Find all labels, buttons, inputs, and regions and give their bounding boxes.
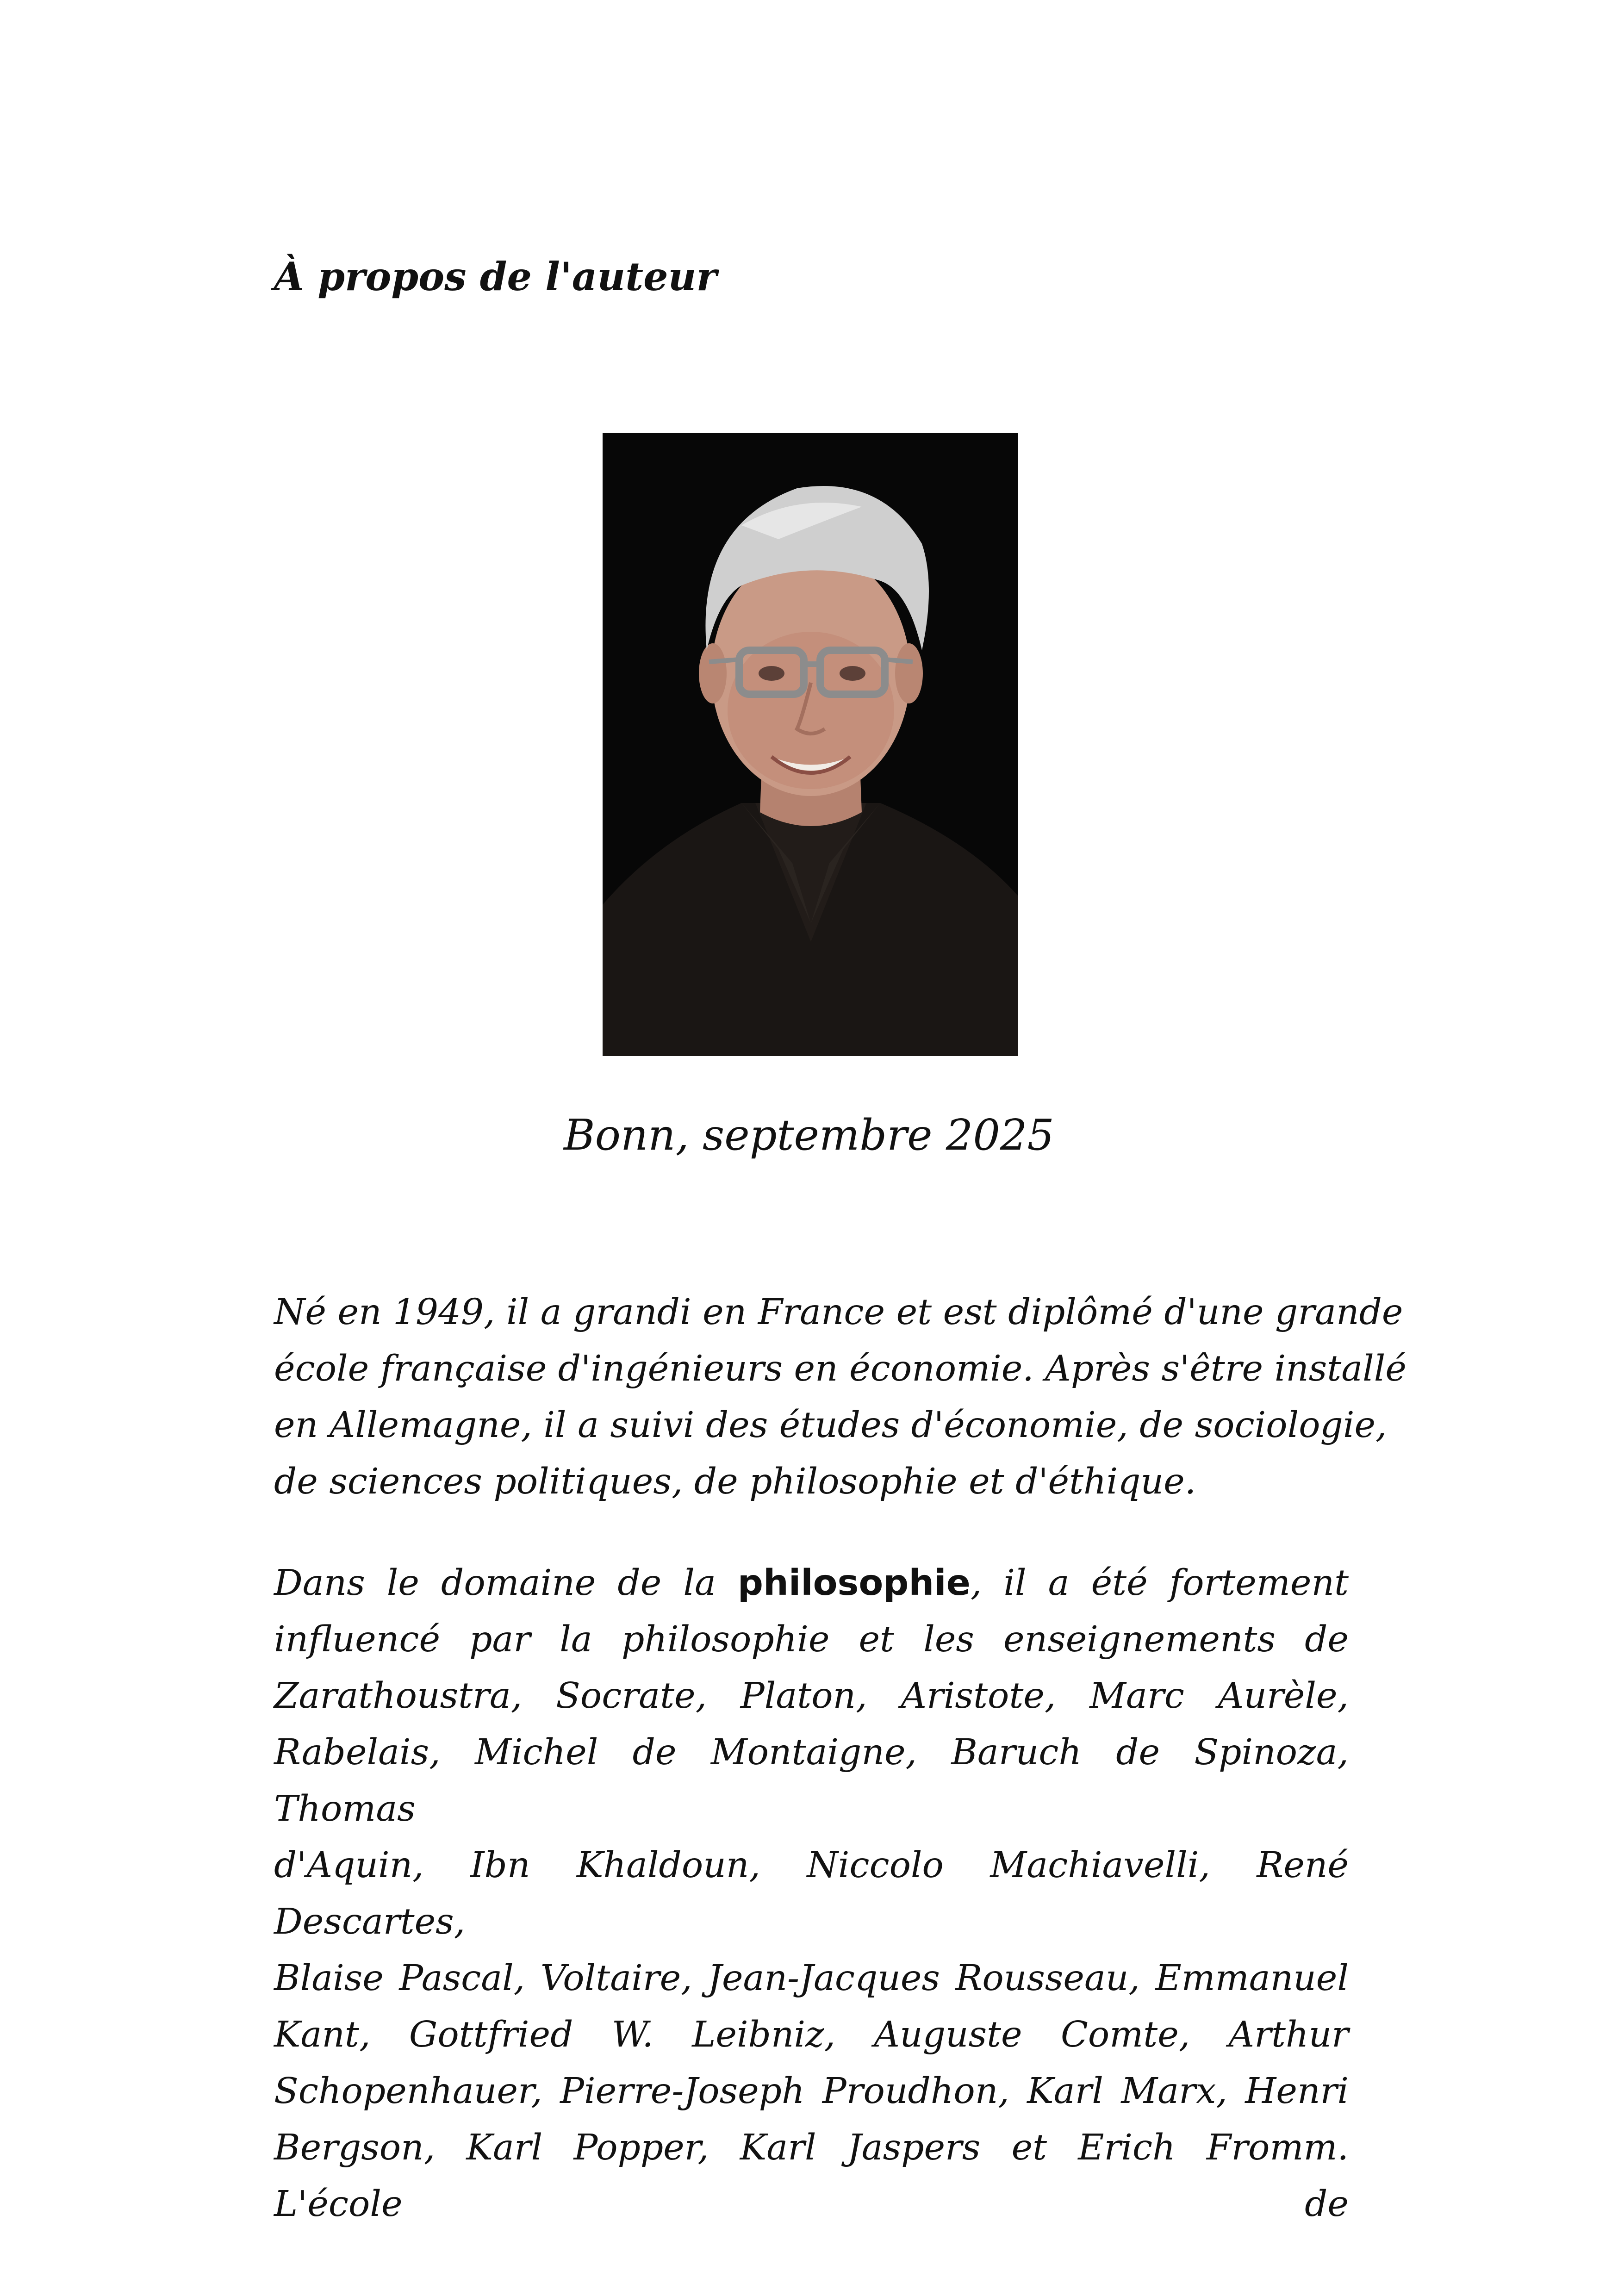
text-line: de sciences politiques, de philosophie et d'éthique. [274, 1461, 1196, 1502]
author-photo [603, 433, 1018, 1056]
text-line [274, 1555, 1349, 1612]
text-line: Kant, Gottfried W. Leibniz, Auguste Comte, Arthur [274, 2014, 1349, 2055]
page-heading: À propos de l'auteur [274, 254, 717, 299]
text-line: école française d'ingénieurs en économie. Après s'être installé [274, 1348, 1406, 1389]
emphasis-philosophie: philosophie [737, 1562, 971, 1604]
text-line: Zarathoustra, Socrate, Platon, Aristote, Marc Aurèle, [274, 1675, 1349, 1717]
text-line: en Allemagne, il a suivi des études d'économie, de sociologie, [274, 1405, 1387, 1446]
text-line: Blaise Pascal, Voltaire, Jean-Jacques Rousseau, Emmanuel [274, 1958, 1349, 1999]
text-line: Schopenhauer, Pierre-Joseph Proudhon, Karl Marx, Henri [274, 2071, 1349, 2112]
photo-caption: Bonn, septembre 2025 [564, 1110, 1054, 1160]
text-line: Né en 1949, il a grandi en France et est diplômé d'une grande [274, 1292, 1403, 1333]
text-line: influencé par la philosophie et les enseignements de [274, 1619, 1349, 1660]
bio-paragraph-1 [274, 1284, 1406, 1510]
paragraph-lead-rest: , il a été fortement [970, 1562, 1349, 1604]
paragraph-lead: Dans le domaine de la [274, 1562, 716, 1604]
text-line: Bergson, Karl Popper, Karl Jaspers et Erich Fromm. L'école de [274, 2127, 1349, 2225]
text-line: Rabelais, Michel de Montaigne, Baruch de Spinoza, Thomas [274, 1732, 1349, 1829]
bio-paragraph-2 [274, 1555, 1349, 2233]
text-line: d'Aquin, Ibn Khaldoun, Niccolo Machiavelli, René Descartes, [274, 1845, 1349, 1942]
author-portrait-icon [603, 433, 1018, 1056]
